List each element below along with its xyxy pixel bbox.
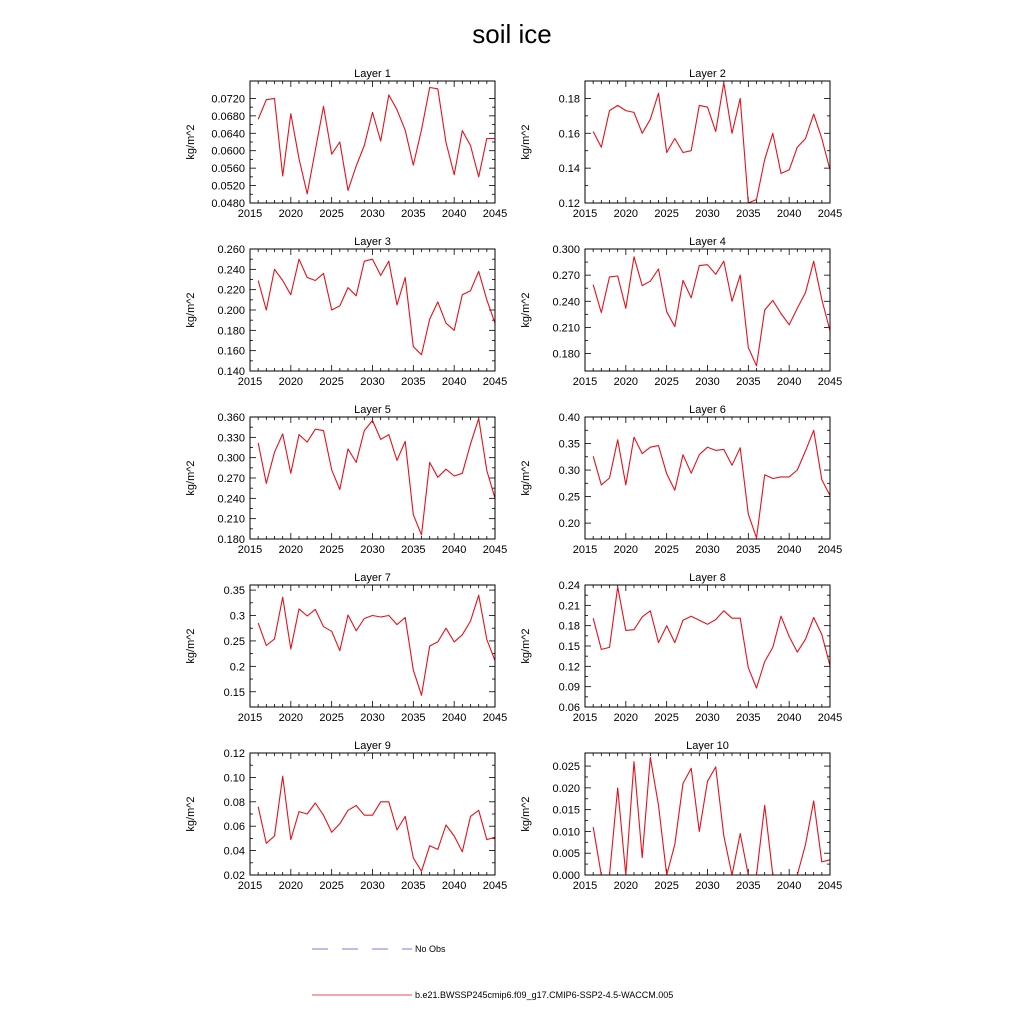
y-tick-label: 0.12 <box>223 748 245 760</box>
x-tick-label: 2040 <box>776 208 802 220</box>
y-tick-label: 0.30 <box>558 465 580 478</box>
x-tick-label: 2040 <box>441 376 467 388</box>
x-tick-label: 2020 <box>613 712 639 724</box>
x-tick-label: 2015 <box>237 880 263 892</box>
y-tick-label: 0.18 <box>558 620 580 633</box>
y-tick-label: 0.06 <box>223 821 245 834</box>
y-tick-label: 0.020 <box>552 782 580 795</box>
panel-title: Layer 5 <box>354 404 391 416</box>
x-tick-label: 2020 <box>613 544 639 556</box>
x-tick-label: 2045 <box>817 208 843 220</box>
panel-title: Layer 4 <box>689 236 726 248</box>
x-tick-label: 2035 <box>736 208 761 220</box>
y-tick-label: 0.010 <box>552 826 580 839</box>
y-tick-label: 0.14 <box>558 163 580 176</box>
x-tick-label: 2045 <box>817 712 843 724</box>
panel-title: Layer 6 <box>689 404 726 416</box>
x-tick-label: 2025 <box>319 544 344 556</box>
y-tick-label: 0.0720 <box>211 93 245 106</box>
x-tick-label: 2030 <box>695 208 720 220</box>
x-tick-label: 2040 <box>776 544 802 556</box>
x-tick-label: 2020 <box>278 376 304 388</box>
x-tick-label: 2015 <box>572 208 598 220</box>
y-tick-label: 0.06 <box>558 702 580 714</box>
y-tick-label: 0.140 <box>217 366 245 378</box>
panel-title: Layer 8 <box>689 572 726 584</box>
panel-title: Layer 2 <box>689 68 726 80</box>
y-tick-label: 0.02 <box>223 870 245 882</box>
y-tick-label: 0.35 <box>558 438 580 451</box>
y-tick-label: 0.220 <box>217 284 245 297</box>
x-tick-label: 2025 <box>654 712 679 724</box>
y-tick-label: 0.15 <box>558 641 580 653</box>
x-tick-label: 2020 <box>278 712 304 724</box>
x-tick-label: 2025 <box>319 712 344 724</box>
x-tick-label: 2025 <box>319 208 344 220</box>
x-tick-label: 2035 <box>401 712 426 724</box>
y-axis-label: kg/m^2 <box>185 628 197 664</box>
x-tick-label: 2020 <box>613 376 639 388</box>
y-tick-label: 0.0680 <box>211 110 245 123</box>
x-tick-label: 2020 <box>613 880 639 892</box>
x-tick-label: 2035 <box>401 544 426 556</box>
y-tick-label: 0.0520 <box>211 180 245 193</box>
x-tick-label: 2025 <box>654 544 679 556</box>
x-tick-label: 2015 <box>237 544 263 556</box>
x-tick-label: 2035 <box>401 880 426 892</box>
y-tick-label: 0.0480 <box>211 198 245 210</box>
x-tick-label: 2015 <box>572 712 598 724</box>
panel-title: Layer 10 <box>686 740 729 752</box>
x-tick-label: 2015 <box>572 376 598 388</box>
x-tick-label: 2030 <box>360 208 385 220</box>
y-tick-label: 0.240 <box>217 264 245 277</box>
x-tick-label: 2035 <box>736 376 761 388</box>
y-tick-label: 0.09 <box>558 681 580 694</box>
legend-label-no-obs: No Obs <box>415 944 446 954</box>
y-tick-label: 0.240 <box>552 296 580 309</box>
y-tick-label: 0.015 <box>552 804 580 817</box>
x-tick-label: 2035 <box>736 712 761 724</box>
y-tick-label: 0.240 <box>217 493 245 506</box>
x-tick-label: 2020 <box>278 544 304 556</box>
x-tick-label: 2045 <box>817 880 843 892</box>
y-tick-label: 0.18 <box>558 93 580 106</box>
y-axis-label: kg/m^2 <box>185 124 197 160</box>
x-tick-label: 2015 <box>237 376 263 388</box>
y-tick-label: 0.270 <box>552 270 580 283</box>
y-tick-label: 0.08 <box>223 796 245 809</box>
y-tick-label: 0.210 <box>552 322 580 335</box>
y-tick-label: 0.3 <box>229 610 245 623</box>
y-tick-label: 0.0640 <box>211 128 245 141</box>
y-tick-label: 0.40 <box>558 412 580 424</box>
x-tick-label: 2020 <box>278 880 304 892</box>
y-tick-label: 0.20 <box>558 518 580 531</box>
legend-label-model: b.e21.BWSSP245cmip6.f09_g17.CMIP6-SSP2-4.5-WACCM.005 <box>415 990 674 1000</box>
y-axis-label: kg/m^2 <box>520 460 532 496</box>
x-tick-label: 2025 <box>654 880 679 892</box>
y-tick-label: 0.330 <box>217 432 245 445</box>
x-tick-label: 2045 <box>482 712 508 724</box>
x-tick-label: 2030 <box>360 712 385 724</box>
x-tick-label: 2020 <box>613 208 639 220</box>
y-tick-label: 0.180 <box>217 325 245 338</box>
y-axis-label: kg/m^2 <box>185 292 197 328</box>
x-tick-label: 2030 <box>695 376 720 388</box>
panel-title: Layer 7 <box>354 572 391 584</box>
x-tick-label: 2040 <box>776 712 802 724</box>
y-tick-label: 0.21 <box>558 600 580 613</box>
y-tick-label: 0.210 <box>217 513 245 526</box>
y-tick-label: 0.12 <box>558 198 580 210</box>
x-tick-label: 2030 <box>360 376 385 388</box>
x-tick-label: 2025 <box>319 880 344 892</box>
x-tick-label: 2045 <box>817 376 843 388</box>
x-tick-label: 2035 <box>736 544 761 556</box>
y-tick-label: 0.270 <box>217 473 245 485</box>
y-tick-label: 0.160 <box>217 345 245 358</box>
y-tick-label: 0.0560 <box>211 163 245 176</box>
y-tick-label: 0.10 <box>223 772 245 785</box>
y-tick-label: 0.04 <box>223 845 245 858</box>
y-tick-label: 0.025 <box>552 761 580 774</box>
x-tick-label: 2030 <box>695 712 720 724</box>
x-tick-label: 2045 <box>482 208 508 220</box>
panel-title: Layer 9 <box>354 740 391 752</box>
x-tick-label: 2035 <box>401 376 426 388</box>
y-tick-label: 0.000 <box>552 870 580 882</box>
y-tick-label: 0.180 <box>552 348 580 361</box>
y-tick-label: 0.180 <box>217 534 245 546</box>
x-tick-label: 2035 <box>736 880 761 892</box>
y-tick-label: 0.200 <box>217 305 245 317</box>
x-tick-label: 2025 <box>654 208 679 220</box>
y-tick-label: 0.15 <box>223 686 245 699</box>
x-tick-label: 2045 <box>482 544 508 556</box>
x-tick-label: 2040 <box>441 544 467 556</box>
y-tick-label: 0.16 <box>558 128 580 141</box>
x-tick-label: 2015 <box>572 880 598 892</box>
x-tick-label: 2040 <box>441 712 467 724</box>
x-tick-label: 2015 <box>237 712 263 724</box>
y-tick-label: 0.360 <box>217 412 245 424</box>
x-tick-label: 2040 <box>776 880 802 892</box>
x-tick-label: 2025 <box>319 376 344 388</box>
figure-title: soil ice <box>472 19 552 49</box>
x-tick-label: 2045 <box>482 376 508 388</box>
x-tick-label: 2025 <box>654 376 679 388</box>
y-tick-label: 0.25 <box>558 491 580 504</box>
y-tick-label: 0.300 <box>552 244 580 256</box>
y-tick-label: 0.0600 <box>211 145 245 158</box>
y-tick-label: 0.2 <box>229 661 245 674</box>
y-tick-label: 0.300 <box>217 452 245 465</box>
y-axis-label: kg/m^2 <box>520 124 532 160</box>
x-tick-label: 2035 <box>401 208 426 220</box>
y-tick-label: 0.35 <box>223 585 245 598</box>
x-tick-label: 2015 <box>572 544 598 556</box>
y-tick-label: 0.25 <box>223 635 245 648</box>
x-tick-label: 2040 <box>776 376 802 388</box>
x-tick-label: 2030 <box>360 544 385 556</box>
x-tick-label: 2020 <box>278 208 304 220</box>
x-tick-label: 2040 <box>441 208 467 220</box>
y-axis-label: kg/m^2 <box>520 628 532 664</box>
x-tick-label: 2030 <box>695 544 720 556</box>
y-tick-label: 0.260 <box>217 244 245 256</box>
y-axis-label: kg/m^2 <box>520 796 532 832</box>
y-axis-label: kg/m^2 <box>185 460 197 496</box>
x-tick-label: 2045 <box>817 544 843 556</box>
x-tick-label: 2040 <box>441 880 467 892</box>
panel-title: Layer 1 <box>354 68 391 80</box>
y-axis-label: kg/m^2 <box>185 796 197 832</box>
x-tick-label: 2030 <box>695 880 720 892</box>
y-tick-label: 0.12 <box>558 661 580 674</box>
y-tick-label: 0.005 <box>552 848 580 861</box>
y-axis-label: kg/m^2 <box>520 292 532 328</box>
x-tick-label: 2030 <box>360 880 385 892</box>
panel-title: Layer 3 <box>354 236 391 248</box>
x-tick-label: 2015 <box>237 208 263 220</box>
x-tick-label: 2045 <box>482 880 508 892</box>
y-tick-label: 0.24 <box>558 580 580 592</box>
